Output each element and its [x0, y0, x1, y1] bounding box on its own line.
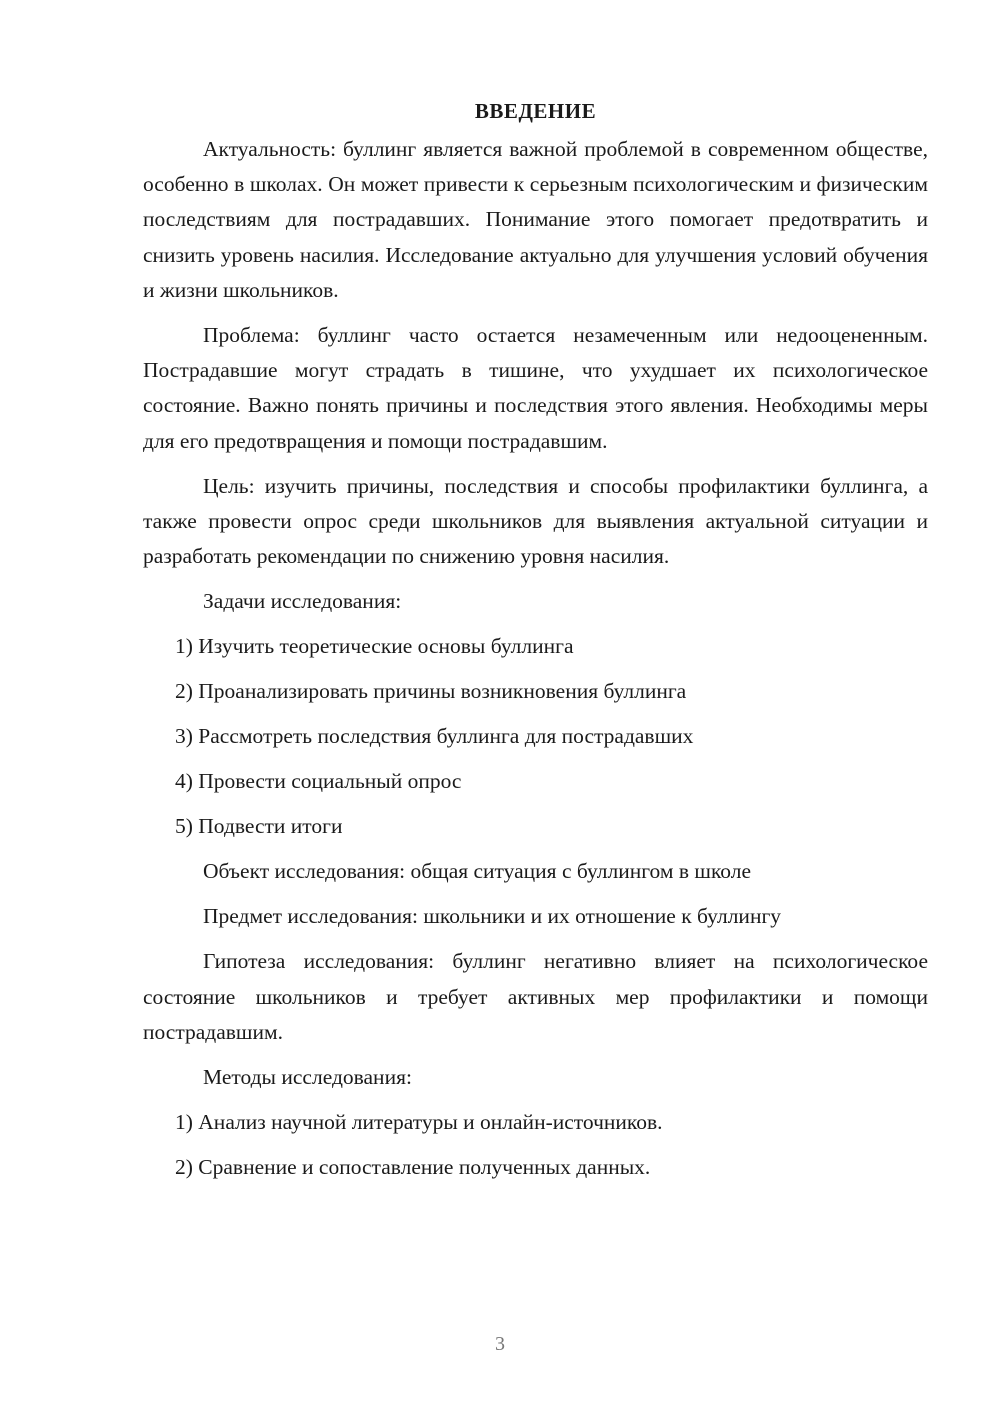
problem-paragraph: Проблема: буллинг часто остается незамеченным или недооцененным. Пострадавшие могут страдать в тишине, что ухудшает их психологическое состояние. Важно понять причины и последствия этого явления. Необходимы меры для его предотвращения и помощи пострадавшим. [143, 323, 928, 453]
methods-heading: Методы исследования: [203, 1065, 412, 1090]
goal-paragraph: Цель: изучить причины, последствия и способы профилактики буллинга, а также провести опрос среди школьников для выявления актуальной ситуации и разработать рекомендации по снижению уровня насилия. [143, 473, 928, 569]
research-object: Объект исследования: общая ситуация с буллингом в школе [203, 859, 752, 884]
research-subject: Предмет исследования: школьники и их отношение к буллингу [203, 904, 782, 929]
task-item: 2) Проанализировать причины возникновения буллинга [175, 679, 687, 704]
tasks-list [143, 629, 928, 844]
hypothesis-paragraph: Гипотеза исследования: буллинг негативно влияет на психологическое состояние школьников и требует активных мер профилактики и помощи пострадавшим. [143, 949, 928, 1044]
method-item: 1) Анализ научной литературы и онлайн-источников. [175, 1110, 663, 1135]
section-title: ВВЕДЕНИЕ [474, 99, 597, 123]
document-page [143, 96, 928, 1195]
method-item: 2) Сравнение и сопоставление полученных данных. [175, 1155, 651, 1180]
relevance-paragraph: Актуальность: буллинг является важной проблемой в современном обществе, особенно в школах. Он может привести к серьезным психологическим и физическим последствиям для пострадавших. Понимание этого помогает предотвратить и снизить уровень насилия. Исследование актуально для улучшения условий обучения и жизни школьников. [143, 137, 928, 302]
task-item: 5) Подвести итоги [175, 814, 343, 839]
methods-list [143, 1105, 928, 1185]
page-number: 3 [495, 1333, 505, 1355]
task-item: 3) Рассмотреть последствия буллинга для пострадавших [175, 724, 694, 749]
tasks-heading: Задачи исследования: [203, 589, 402, 614]
task-item: 1) Изучить теоретические основы буллинга [175, 634, 574, 659]
task-item: 4) Провести социальный опрос [175, 769, 462, 794]
